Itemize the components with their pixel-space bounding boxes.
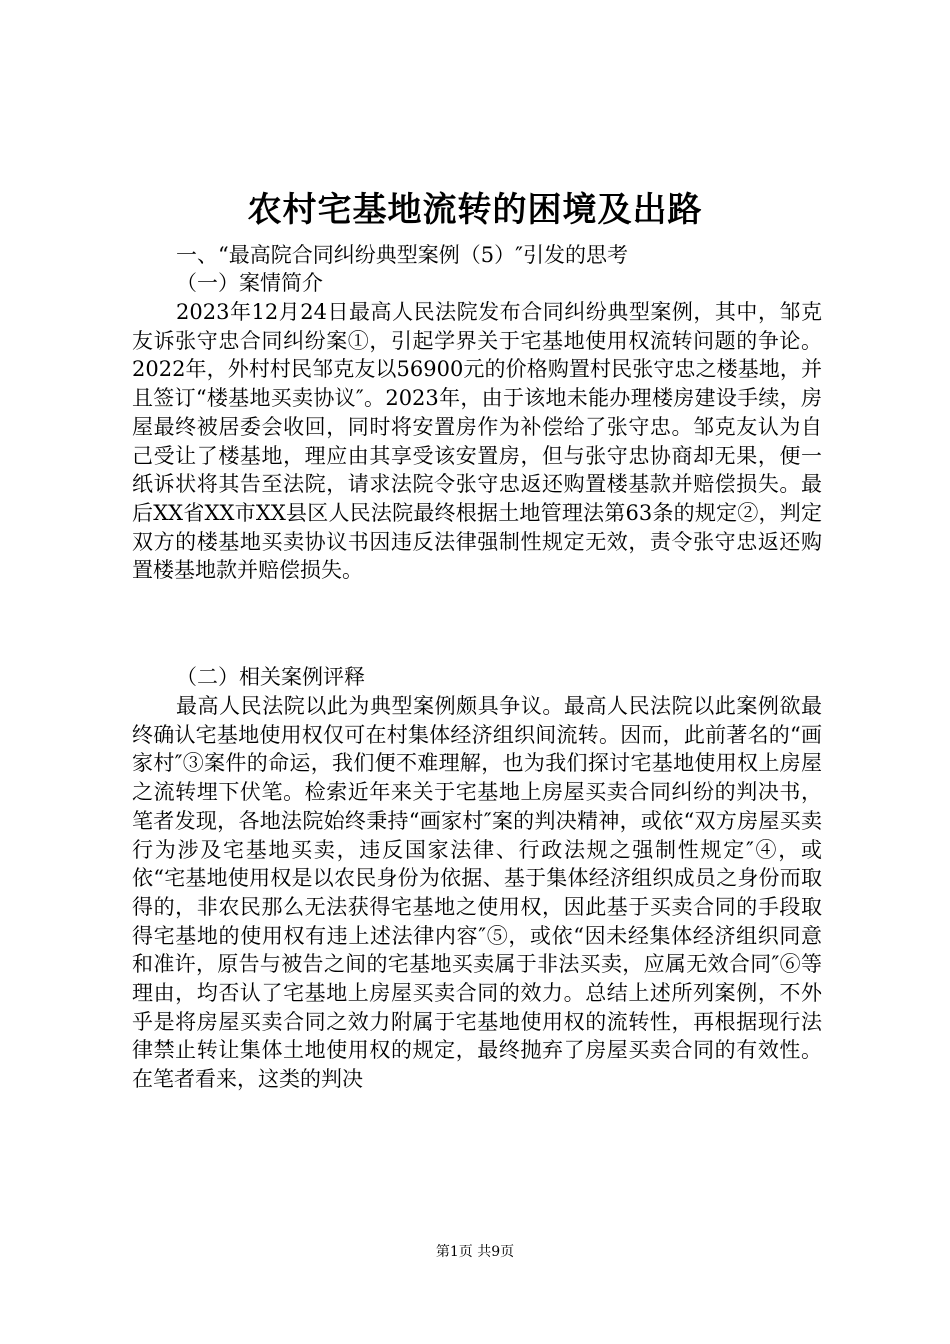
page-indicator: 第1页 共9页 [435,1244,515,1260]
document-title: 农村宅基地流转的困境及出路 [247,190,703,230]
paragraph-case-commentary: 最高人民法院以此为典型案例颇具争议。最高人民法院以此案例欲最终确认宅基地使用权仅可在村集体经济组织间流转。因而，此前著名的“画家村″③案件的命运，我们便不难理解，也为我们探讨宅基地使用权上房屋之流转埋下伏笔。检索近年来关于宅基地上房屋买卖合同纠纷的判决书，笔者发现，各地法院始终秉持“画家村″案的判决精神，或依“双方房屋买卖行为涉及宅基地买卖，违反国家法律、行政法规之强制性规定″④，或依“宅基地使用权是以农民身份为依据、基于集体经济组织成员之身份而取得的，非农民那么无法获得宅基地之使用权，因此基于买卖合同的手段取得宅基地的使用权有违上述法律内容″⑤，或依“因未经集体经济组织同意和准许，原告与被告之间的宅基地买卖属于非法买卖，应属无效合同″⑥等理由，均否认了宅基地上房屋买卖合同的效力。总结上述所列案例，不外乎是将房屋买卖合同之效力附属于宅基地使用权的流转性，再根据现行法律禁止转让集体土地使用权的规定，最终抛弃了房屋买卖合同的有效性。在笔者看来，这类的判决 [132,694,822,1092]
subsection-two-heading: （二）相关案例评释 [176,665,365,689]
paragraph-case-summary: 2023年12月24日最高人民法院发布合同纠纷典型案例，其中，邹克友诉张守忠合同纠纷案①，引起学界关于宅基地使用权流转问题的争论。2022年，外村村民邹克友以56900元的价格购置村民张守忠之楼基地，并且签订“楼基地买卖协议″。2023年，由于该地未能办理楼房建设手续，房屋最终被居委会收回，同时将安置房作为补偿给了张守忠。邹克友认为自己受让了楼基地，理应由其享受该安置房，但与张守忠协商却无果，便一纸诉状将其告至法院，请求法院令张守忠返还购置楼基款并赔偿损失。最后XX省XX市XX县区人民法院最终根据土地管理法第63条的规定②，判定双方的楼基地买卖协议书因违反法律强制性规定无效，责令张守忠返还购置楼基地款并赔偿损失。 [132,300,822,583]
section-one-heading: 一、“最高院合同纠纷典型案例（5）″引发的思考 [176,243,628,267]
subsection-one-heading: （一）案情简介 [176,271,323,295]
